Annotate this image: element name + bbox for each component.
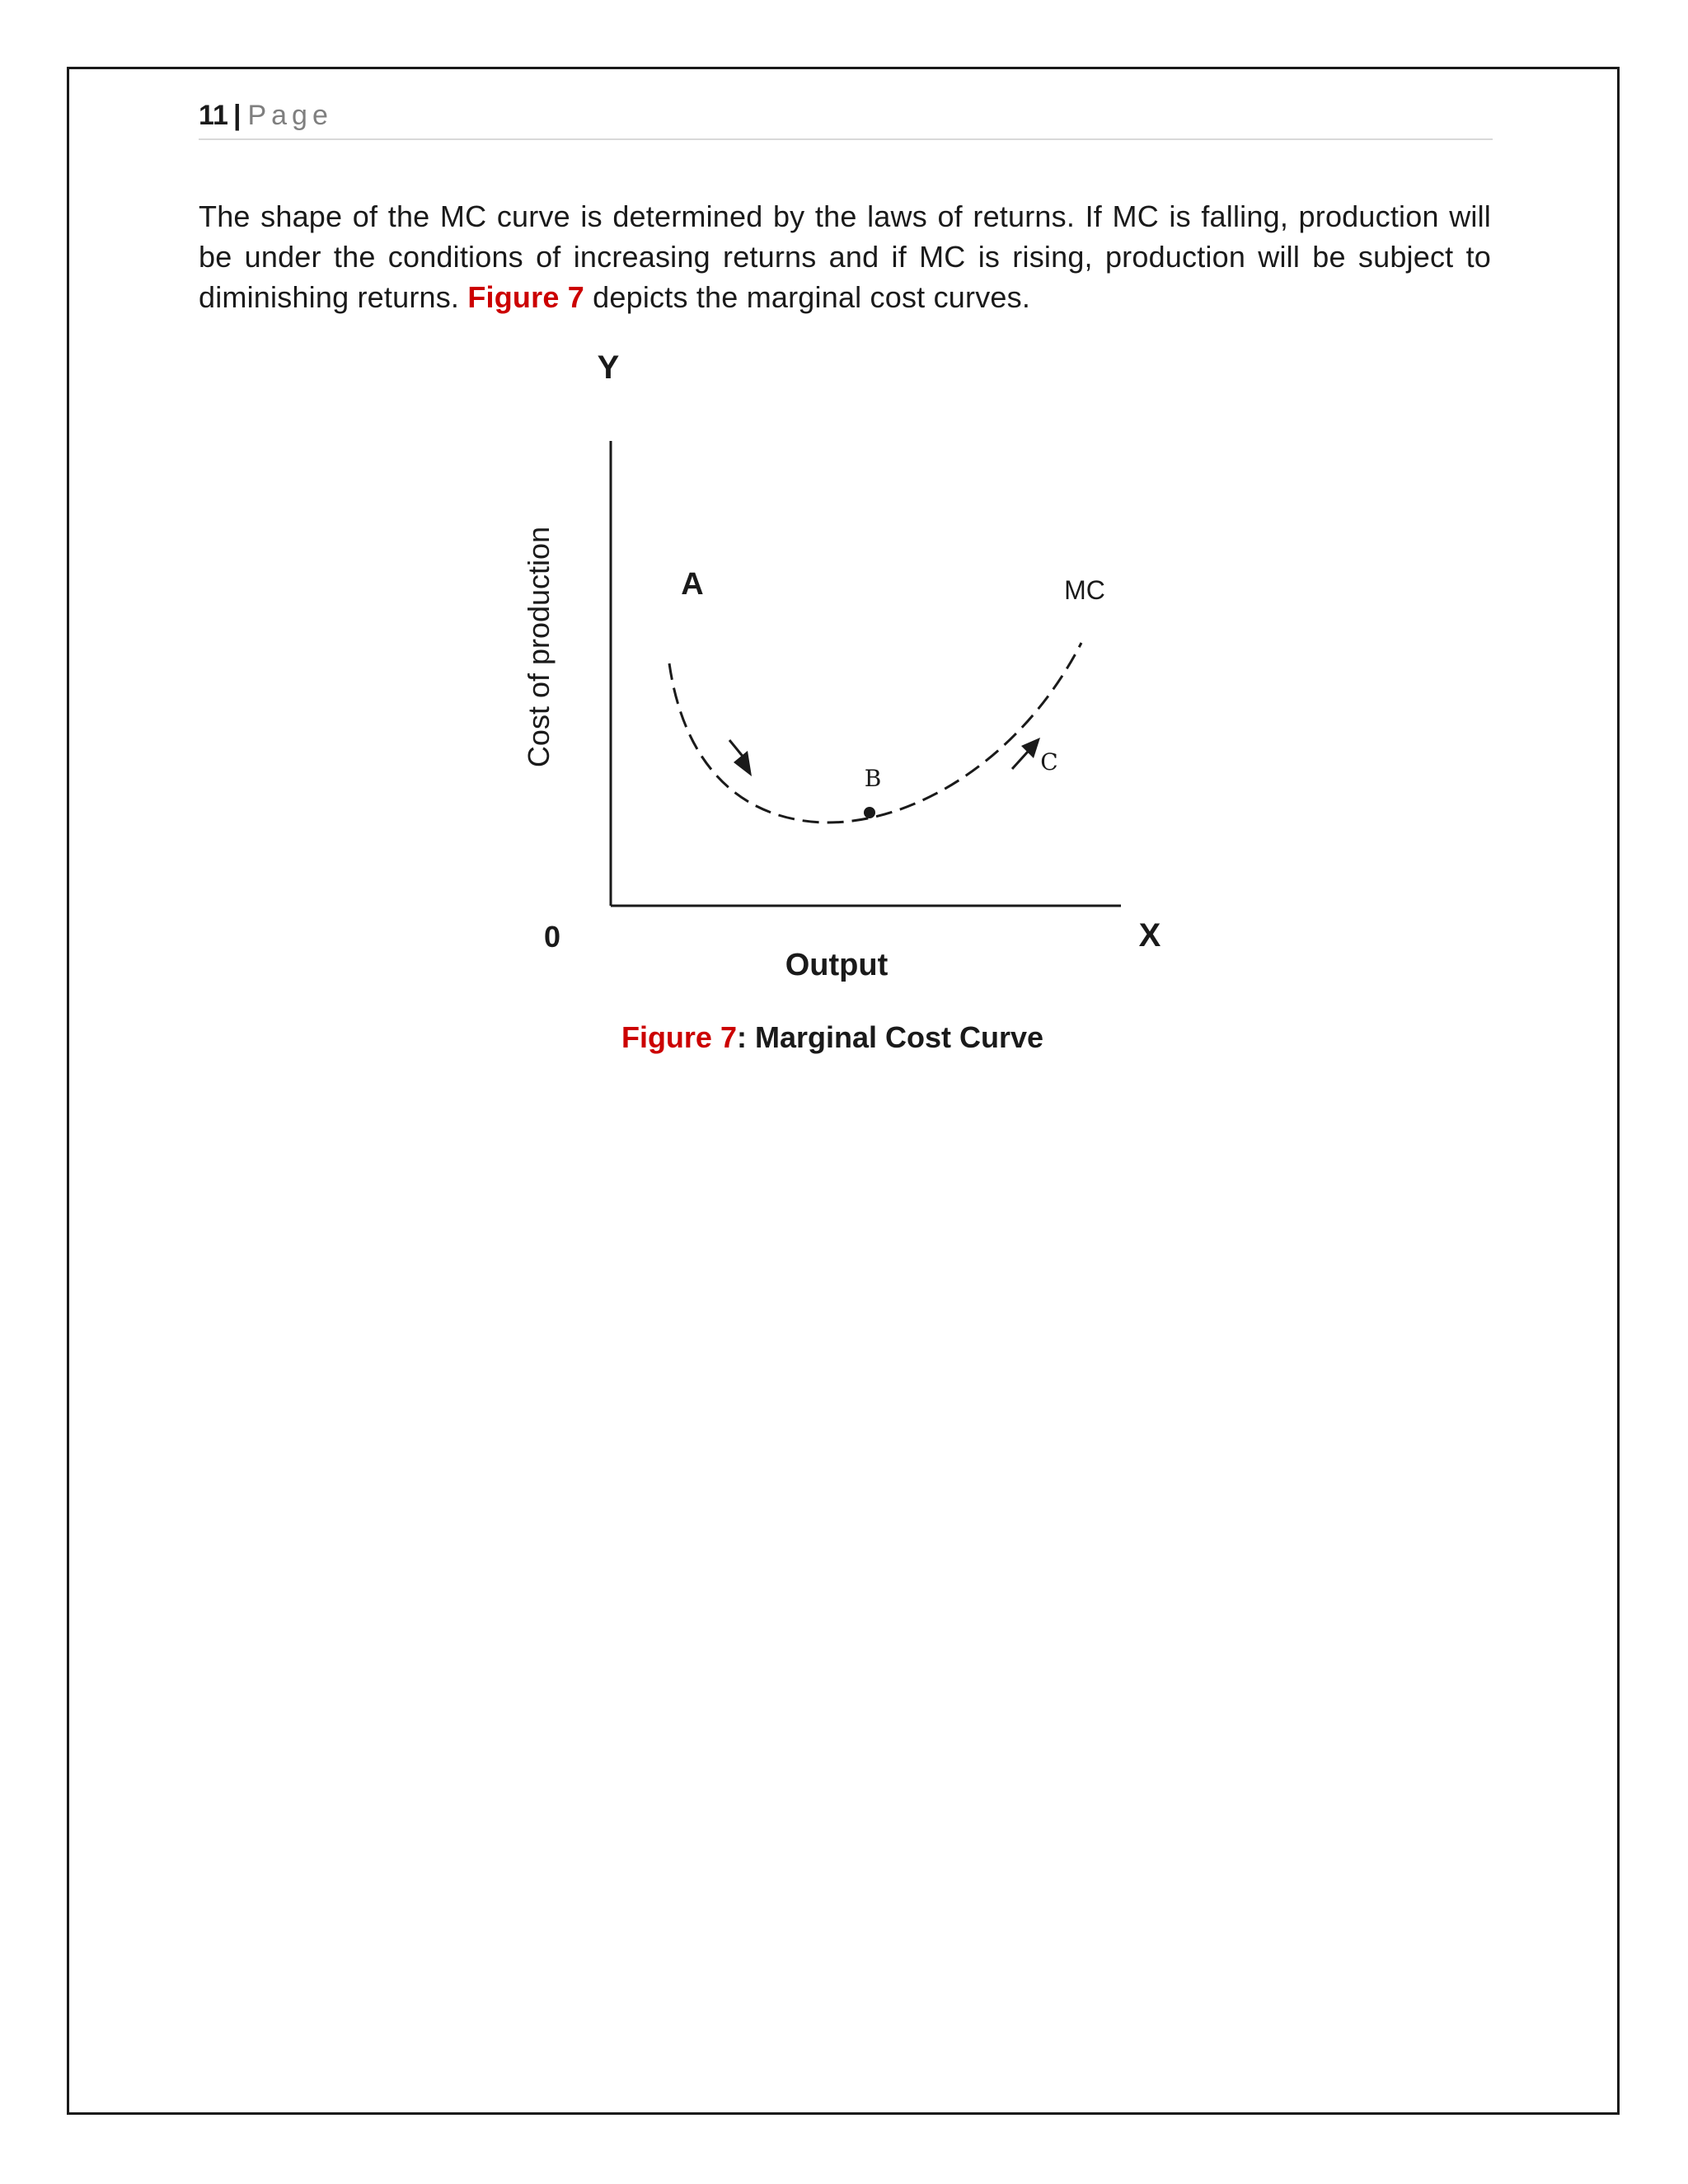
point-b-label: B bbox=[864, 765, 882, 792]
point-b-dot bbox=[864, 807, 875, 818]
mc-curve bbox=[669, 643, 1081, 823]
marginal-cost-figure bbox=[0, 0, 1688, 1088]
point-c-label: C bbox=[1040, 748, 1058, 776]
page-number: 11 bbox=[199, 100, 228, 131]
y-axis-label: Cost of production bbox=[522, 526, 556, 768]
mc-curve-label: MC bbox=[1064, 575, 1105, 605]
figure-reference: Figure 7 bbox=[467, 280, 584, 314]
x-axis-letter: X bbox=[1138, 917, 1161, 954]
rising-arrow-shaft bbox=[1012, 752, 1028, 769]
x-axis-label: Output bbox=[785, 948, 889, 982]
origin-label: 0 bbox=[543, 920, 561, 954]
point-a-label: A bbox=[681, 567, 704, 602]
paragraph-text-2: depicts the marginal cost curves. bbox=[584, 280, 1031, 314]
figure-caption bbox=[0, 1020, 1665, 1055]
y-axis-letter: Y bbox=[597, 349, 620, 386]
caption-text: : Marginal Cost Curve bbox=[736, 1020, 1044, 1054]
page-separator: | bbox=[232, 100, 241, 131]
page-word: Page bbox=[247, 100, 333, 131]
paragraph-text-1: The shape of the MC curve is determined by the laws of returns. If MC is falling, production will be under the conditions of increasing returns and if MC is rising, production will be subject to diminishing returns. bbox=[199, 199, 1491, 314]
caption-figure-ref: Figure 7 bbox=[621, 1020, 737, 1054]
